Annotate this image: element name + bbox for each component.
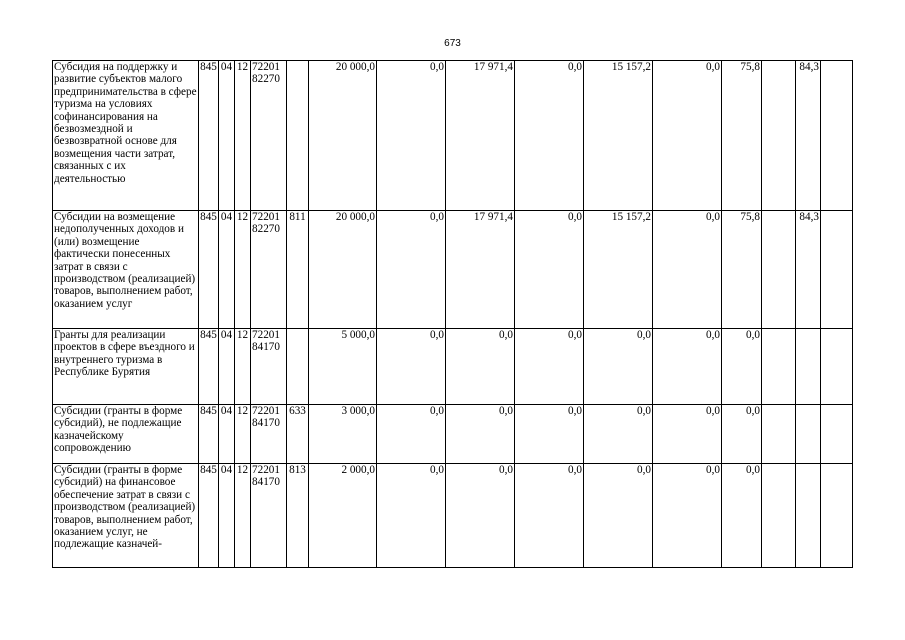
percent-cell: 84,3 [796, 211, 821, 329]
percent-cell [821, 211, 853, 329]
value-cell: 20 000,0 [309, 211, 377, 329]
value-cell: 0,0 [377, 405, 446, 464]
target-article-cell [251, 329, 287, 405]
ministry-code-cell: 845 [199, 464, 219, 568]
value-cell: 0,0 [653, 329, 722, 405]
value-cell: 0,0 [584, 329, 653, 405]
percent-cell [821, 61, 853, 211]
percent-cell: 0,0 [722, 405, 762, 464]
row-description: Гранты для реализации проектов в сфере въездного и внутреннего туризма в Республике Бурятия [53, 329, 199, 405]
target-article-cell [251, 61, 287, 211]
percent-cell: 84,3 [796, 61, 821, 211]
value-cell: 5 000,0 [309, 329, 377, 405]
expense-type-cell [287, 329, 309, 405]
section-code-cell: 04 [219, 405, 235, 464]
value-cell: 0,0 [584, 464, 653, 568]
row-description: Субсидия на поддержку и развитие субъектов малого предпринимательства в сфере туризма на условиях софинансирования на безвозмездной и безвозвратной основе для возмещения части затрат, связанных с их деятельностью [53, 61, 199, 211]
percent-cell [762, 329, 796, 405]
value-cell: 0,0 [377, 464, 446, 568]
percent-cell [821, 405, 853, 464]
value-cell: 0,0 [377, 329, 446, 405]
percent-cell [796, 464, 821, 568]
value-cell: 17 971,4 [446, 61, 515, 211]
target-code-line: 72201 [252, 211, 280, 223]
percent-cell [762, 61, 796, 211]
target-article-cell [251, 405, 287, 464]
value-cell: 0,0 [377, 61, 446, 211]
subsection-code-cell: 12 [235, 61, 251, 211]
value-cell: 0,0 [515, 61, 584, 211]
value-cell: 0,0 [515, 464, 584, 568]
value-cell: 0,0 [515, 405, 584, 464]
table-row [53, 464, 853, 568]
section-code-cell: 04 [219, 61, 235, 211]
percent-cell: 0,0 [722, 329, 762, 405]
target-code-line: 84170 [252, 341, 280, 354]
value-cell: 0,0 [653, 211, 722, 329]
section-code-cell: 04 [219, 329, 235, 405]
page-number: 673 [444, 38, 461, 49]
expense-type-cell: 633 [287, 405, 309, 464]
target-code-line: 84170 [252, 417, 280, 430]
percent-cell [796, 405, 821, 464]
table-row [53, 211, 853, 329]
target-code-line: 72201 [252, 464, 280, 476]
percent-cell: 75,8 [722, 61, 762, 211]
target-code-line: 72201 [252, 329, 280, 341]
section-code-cell: 04 [219, 211, 235, 329]
percent-cell [796, 329, 821, 405]
subsection-code-cell: 12 [235, 211, 251, 329]
value-cell: 0,0 [446, 405, 515, 464]
value-cell: 0,0 [653, 405, 722, 464]
table-row [53, 329, 853, 405]
target-code-line: 72201 [252, 405, 280, 417]
target-code-line: 84170 [252, 476, 280, 489]
value-cell: 3 000,0 [309, 405, 377, 464]
percent-cell: 75,8 [722, 211, 762, 329]
subsection-code-cell: 12 [235, 464, 251, 568]
value-cell: 0,0 [515, 211, 584, 329]
value-cell: 0,0 [446, 464, 515, 568]
value-cell: 0,0 [584, 405, 653, 464]
ministry-code-cell: 845 [199, 329, 219, 405]
percent-cell [762, 464, 796, 568]
section-code-cell: 04 [219, 464, 235, 568]
ministry-code-cell: 845 [199, 405, 219, 464]
ministry-code-cell: 845 [199, 211, 219, 329]
target-code-line: 82270 [252, 73, 280, 86]
target-article-cell [251, 464, 287, 568]
value-cell: 15 157,2 [584, 61, 653, 211]
percent-cell [762, 211, 796, 329]
value-cell: 0,0 [446, 329, 515, 405]
value-cell: 15 157,2 [584, 211, 653, 329]
row-description: Субсидии (гранты в форме субсидий), не подлежащие казначейскому сопровождению [53, 405, 199, 464]
percent-cell [762, 405, 796, 464]
expense-type-cell: 813 [287, 464, 309, 568]
value-cell: 0,0 [515, 329, 584, 405]
target-article-cell [251, 211, 287, 329]
expense-type-cell [287, 61, 309, 211]
percent-cell [821, 329, 853, 405]
percent-cell [821, 464, 853, 568]
value-cell: 0,0 [653, 61, 722, 211]
budget-table [52, 60, 853, 568]
target-code-line: 72201 [252, 61, 280, 73]
expense-type-cell: 811 [287, 211, 309, 329]
target-code-line: 82270 [252, 223, 280, 236]
percent-cell: 0,0 [722, 464, 762, 568]
row-description: Субсидии на возмещение недополученных доходов и (или) возмещение фактически понесенных затрат в связи с производством (реализацией) товаров, выполнением работ, оказанием услуг [53, 211, 199, 329]
value-cell: 20 000,0 [309, 61, 377, 211]
value-cell: 17 971,4 [446, 211, 515, 329]
subsection-code-cell: 12 [235, 329, 251, 405]
row-description: Субсидии (гранты в форме субсидий) на финансовое обеспечение затрат в связи с производством (реализацией) товаров, выполнением работ, оказанием услуг, не подлежащие казначей- [53, 464, 199, 568]
table-row [53, 61, 853, 211]
subsection-code-cell: 12 [235, 405, 251, 464]
value-cell: 0,0 [377, 211, 446, 329]
table-row [53, 405, 853, 464]
value-cell: 0,0 [653, 464, 722, 568]
value-cell: 2 000,0 [309, 464, 377, 568]
ministry-code-cell: 845 [199, 61, 219, 211]
